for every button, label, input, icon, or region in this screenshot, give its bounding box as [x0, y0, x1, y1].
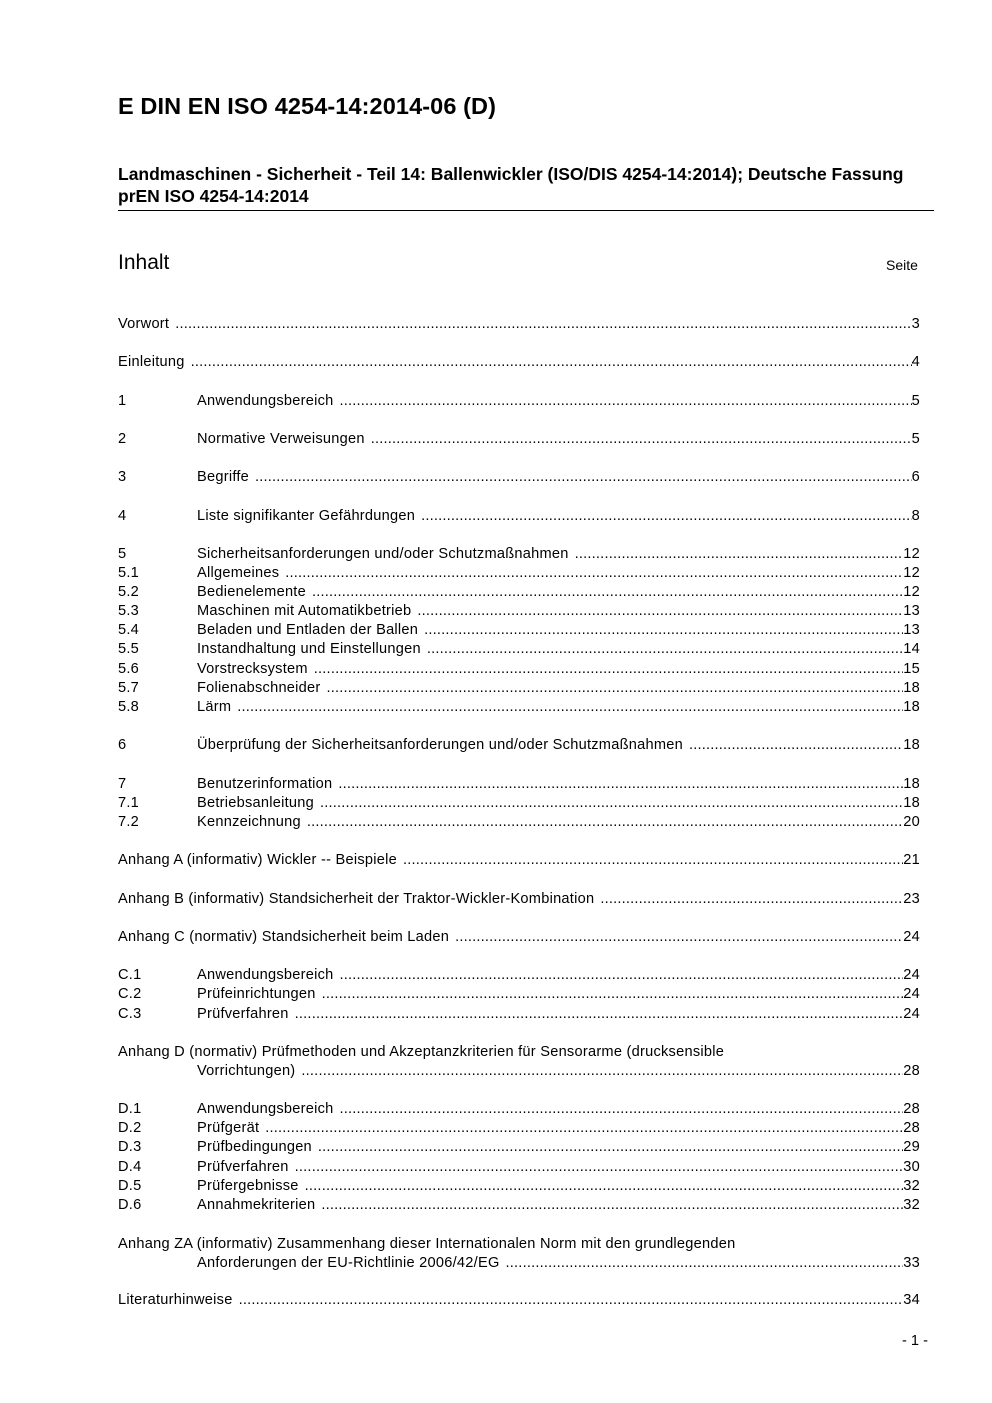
toc-entry[interactable] — [0, 795, 992, 814]
toc-dot-leader — [421, 508, 912, 524]
toc-entry-page: 12 — [903, 565, 920, 581]
toc-entry[interactable] — [0, 546, 992, 565]
toc-entry[interactable] — [0, 661, 992, 680]
toc-entry-number: D.6 — [118, 1197, 142, 1213]
toc-entry-page: 4 — [911, 354, 920, 370]
toc-entry-page: 33 — [903, 1255, 920, 1271]
toc-entry-number: 2 — [118, 431, 127, 447]
toc-page-column-label: Seite — [886, 257, 918, 273]
toc-entry-label: Instandhaltung und Einstellungen — [197, 641, 421, 657]
toc-dot-leader — [307, 814, 903, 830]
toc-dot-leader — [312, 584, 903, 600]
toc-entry-number: 5.4 — [118, 622, 140, 638]
toc-dot-leader — [318, 1139, 903, 1155]
toc-entry-heading — [0, 1236, 992, 1255]
toc-entry-page: 12 — [903, 546, 920, 562]
toc-entry-label: Maschinen mit Automatikbetrieb — [197, 603, 412, 619]
toc-entry-page: 18 — [903, 795, 920, 811]
toc-entry-label: Vorrichtungen) — [197, 1063, 296, 1079]
toc-entry-label: Beladen und Entladen der Ballen — [197, 622, 419, 638]
toc-dot-leader — [305, 1178, 904, 1194]
toc-entry-number: D.1 — [118, 1101, 142, 1117]
toc-entry[interactable] — [0, 469, 992, 488]
toc-entry[interactable] — [0, 316, 992, 335]
toc-entry-page: 13 — [903, 622, 920, 638]
toc-entry[interactable] — [0, 929, 992, 948]
toc-entry-page: 23 — [903, 891, 920, 907]
toc-entry-number: 6 — [118, 737, 127, 753]
toc-entry-label: Benutzerinformation — [197, 776, 333, 792]
toc-entry[interactable] — [0, 737, 992, 756]
toc-dot-leader — [321, 1197, 903, 1213]
toc-entry-number: 7.1 — [118, 795, 140, 811]
toc-entry-page: 12 — [903, 584, 920, 600]
toc-entry-heading — [0, 1044, 992, 1063]
toc-dot-leader — [239, 1292, 904, 1308]
document-title: E DIN EN ISO 4254-14:2014-06 (D) — [118, 93, 497, 119]
toc-entry[interactable] — [0, 852, 992, 871]
toc-dot-leader — [295, 1159, 904, 1175]
toc-entry[interactable] — [0, 1139, 992, 1158]
toc-entry[interactable] — [0, 622, 992, 641]
toc-entry-page: 5 — [911, 393, 920, 409]
toc-dot-leader — [689, 737, 903, 753]
toc-entry[interactable] — [0, 565, 992, 584]
toc-entry-page: 30 — [903, 1159, 920, 1175]
toc-entry-label: Prüfeinrichtungen — [197, 986, 316, 1002]
toc-entry-page: 8 — [911, 508, 920, 524]
toc-dot-leader — [175, 316, 911, 332]
toc-dot-leader — [455, 929, 903, 945]
toc-entry-page: 20 — [903, 814, 920, 830]
toc-dot-leader — [285, 565, 903, 581]
toc-entry-page: 28 — [903, 1063, 920, 1079]
toc-entry[interactable] — [0, 508, 992, 527]
toc-entry[interactable] — [0, 814, 992, 833]
toc-entry-label: Einleitung — [118, 354, 185, 370]
toc-entry-number: 5.2 — [118, 584, 140, 600]
toc-entry-label: Anhang B (informativ) Standsicherheit der Traktor-Wickler-Kombination — [118, 891, 595, 907]
toc-dot-leader — [575, 546, 904, 562]
toc-entry-page: 15 — [903, 661, 920, 677]
toc-entry-number: 1 — [118, 393, 127, 409]
toc-entry-number: 5.7 — [118, 680, 140, 696]
toc-entry-label: Prüfbedingungen — [197, 1139, 312, 1155]
toc-entry[interactable] — [0, 1101, 992, 1120]
toc-entry-label: Folienabschneider — [197, 680, 321, 696]
document-subtitle: Landmaschinen - Sicherheit - Teil 14: Ballenwickler (ISO/DIS 4254-14:2014); Deutsche Fassung prEN ISO 4254-14:2014 — [118, 164, 904, 206]
toc-entry-page: 6 — [911, 469, 920, 485]
toc-entry-page: 24 — [903, 967, 920, 983]
toc-entry-label: Sicherheitsanforderungen und/oder Schutzmaßnahmen — [197, 546, 569, 562]
footer-page-number: - 1 - — [902, 1333, 928, 1349]
toc-dot-leader — [600, 891, 903, 907]
toc-entry-page: 32 — [903, 1178, 920, 1194]
toc-entry-label: Kennzeichnung — [197, 814, 301, 830]
toc-dot-leader — [327, 680, 904, 696]
toc-entry-page: 34 — [903, 1292, 920, 1308]
toc-entry[interactable] — [0, 603, 992, 622]
toc-entry[interactable] — [0, 986, 992, 1005]
toc-entry[interactable] — [0, 891, 992, 910]
toc-entry-label: Anhang A (informativ) Wickler -- Beispiele — [118, 852, 397, 868]
toc-entry-number: D.3 — [118, 1139, 142, 1155]
toc-entry-page: 18 — [903, 737, 920, 753]
toc-dot-leader — [417, 603, 903, 619]
toc-dot-leader — [295, 1006, 904, 1022]
toc-entry-number: 5 — [118, 546, 127, 562]
toc-entry-page: 24 — [903, 1006, 920, 1022]
toc-entry-label-line1: Anhang D (normativ) Prüfmethoden und Akzeptanzkriterien für Sensorarme (drucksensible — [118, 1044, 725, 1060]
toc-entry-label: Annahmekriterien — [197, 1197, 316, 1213]
toc-entry-page: 18 — [903, 680, 920, 696]
toc-entry-page: 28 — [903, 1101, 920, 1117]
toc-dot-leader — [338, 776, 903, 792]
toc-entry-page: 13 — [903, 603, 920, 619]
toc-entry[interactable] — [0, 1159, 992, 1178]
toc-entry-label: Begriffe — [197, 469, 250, 485]
toc-entry-number: C.3 — [118, 1006, 142, 1022]
toc-entry-label: Lärm — [197, 699, 232, 715]
toc-entry-page: 3 — [911, 316, 920, 332]
toc-entry-label: Prüfverfahren — [197, 1006, 289, 1022]
toc-entry-number: 4 — [118, 508, 127, 524]
toc-entry-number: D.5 — [118, 1178, 142, 1194]
toc-entry[interactable] — [0, 393, 992, 412]
toc-entry-label: Prüfergebnisse — [197, 1178, 299, 1194]
toc-entry[interactable] — [0, 1178, 992, 1197]
toc-dot-leader — [301, 1063, 903, 1079]
toc-entry-number: 5.6 — [118, 661, 140, 677]
toc-dot-leader — [320, 795, 903, 811]
toc-entry[interactable] — [0, 354, 992, 373]
toc-dot-leader — [191, 354, 912, 370]
header-rule — [118, 210, 934, 211]
toc-dot-leader — [340, 1101, 904, 1117]
toc-entry-number: 5.1 — [118, 565, 140, 581]
toc-entry[interactable] — [0, 1063, 992, 1082]
toc-entry-label: Liste signifikanter Gefährdungen — [197, 508, 416, 524]
toc-entry-label: Prüfgerät — [197, 1120, 260, 1136]
toc-entry-number: 5.8 — [118, 699, 140, 715]
toc-entry-number: D.2 — [118, 1120, 142, 1136]
toc-entry-label: Prüfverfahren — [197, 1159, 289, 1175]
toc-entry-page: 24 — [903, 986, 920, 1002]
toc-entry-label: Vorstrecksystem — [197, 661, 308, 677]
toc-entry-page: 29 — [903, 1139, 920, 1155]
toc-entry-number: C.1 — [118, 967, 142, 983]
toc-entry-number: D.4 — [118, 1159, 142, 1175]
toc-entry-page: 18 — [903, 699, 920, 715]
toc-entry-label: Überprüfung der Sicherheitsanforderungen und/oder Schutzmaßnahmen — [197, 737, 683, 753]
toc-entry-label: Literaturhinweise — [118, 1292, 233, 1308]
toc-entry-label: Betriebsanleitung — [197, 795, 315, 811]
toc-entry-page: 14 — [903, 641, 920, 657]
toc-entry[interactable] — [0, 1006, 992, 1025]
toc-dot-leader — [427, 641, 903, 657]
toc-entry-number: 5.5 — [118, 641, 140, 657]
toc-entry[interactable] — [0, 1197, 992, 1216]
toc-entry-page: 5 — [911, 431, 920, 447]
toc-dot-leader — [506, 1255, 904, 1271]
toc-entry-page: 18 — [903, 776, 920, 792]
toc-dot-leader — [340, 393, 912, 409]
toc-entry-label: Bedienelemente — [197, 584, 306, 600]
toc-entry[interactable] — [0, 1120, 992, 1139]
toc-entry-number: 7.2 — [118, 814, 140, 830]
toc-entry[interactable] — [0, 967, 992, 986]
toc-dot-leader — [314, 661, 903, 677]
toc-entry-page: 24 — [903, 929, 920, 945]
toc-entry[interactable] — [0, 776, 992, 795]
toc-heading: Inhalt — [118, 251, 170, 274]
toc-entry-page: 28 — [903, 1120, 920, 1136]
toc-entry[interactable] — [0, 431, 992, 450]
toc-entry[interactable] — [0, 584, 992, 603]
toc-entry[interactable] — [0, 699, 992, 718]
toc-entry[interactable] — [0, 1292, 992, 1311]
toc-entry-page: 32 — [903, 1197, 920, 1213]
toc-entry-label: Anwendungsbereich — [197, 393, 334, 409]
toc-entry[interactable] — [0, 680, 992, 699]
toc-entry-page: 21 — [903, 852, 920, 868]
toc-entry-number: C.2 — [118, 986, 142, 1002]
toc-entry-label: Allgemeines — [197, 565, 280, 581]
toc-entry-label: Vorwort — [118, 316, 170, 332]
toc-dot-leader — [340, 967, 904, 983]
toc-entry-number: 7 — [118, 776, 127, 792]
toc-dot-leader — [255, 469, 912, 485]
toc-entry[interactable] — [0, 1255, 992, 1274]
toc-dot-leader — [322, 986, 904, 1002]
toc-dot-leader — [424, 622, 903, 638]
toc-entry-label-line1: Anhang ZA (informativ) Zusammenhang dieser Internationalen Norm mit den grundlegenden — [118, 1236, 736, 1252]
toc-dot-leader — [403, 852, 903, 868]
toc-entry-label: Anhang C (normativ) Standsicherheit beim Laden — [118, 929, 450, 945]
toc-entry-number: 5.3 — [118, 603, 140, 619]
toc-entry-label: Anforderungen der EU-Richtlinie 2006/42/EG — [197, 1255, 500, 1271]
toc-dot-leader — [237, 699, 903, 715]
toc-entry-label: Anwendungsbereich — [197, 1101, 334, 1117]
toc-entry-number: 3 — [118, 469, 127, 485]
toc-dot-leader — [265, 1120, 903, 1136]
toc-entry[interactable] — [0, 641, 992, 660]
toc-entry-label: Normative Verweisungen — [197, 431, 365, 447]
toc-dot-leader — [371, 431, 912, 447]
toc-entry-label: Anwendungsbereich — [197, 967, 334, 983]
